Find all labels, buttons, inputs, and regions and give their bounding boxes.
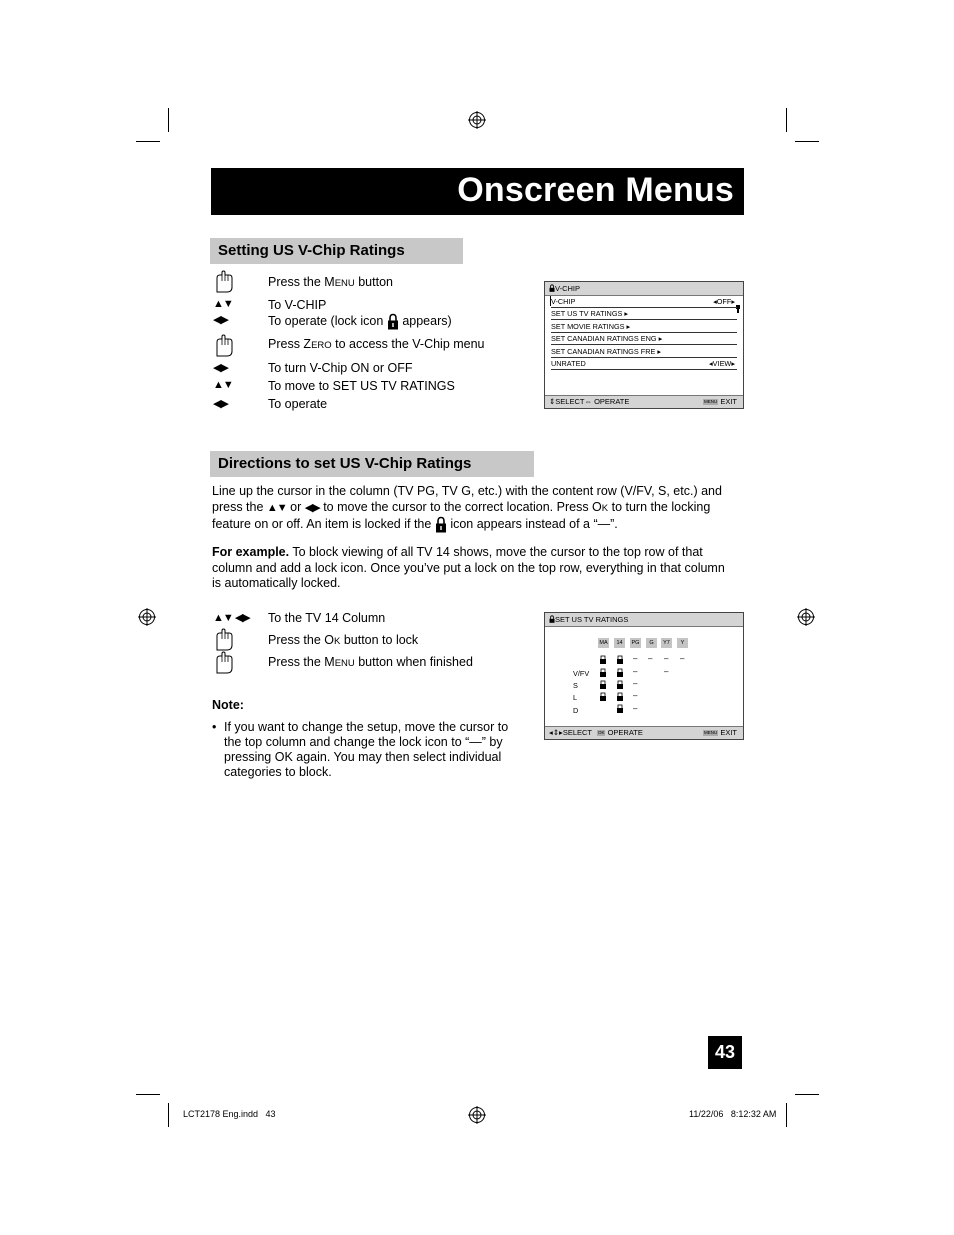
rating-column-header[interactable]: Y <box>677 638 688 648</box>
lock-icon <box>435 516 447 533</box>
remote-button-icon <box>212 628 236 652</box>
step-text: To the TV 14 Column <box>268 611 386 625</box>
section-heading: Directions to set US V-Chip Ratings <box>210 451 534 477</box>
crop-mark <box>786 108 787 132</box>
menu-row[interactable]: SET MOVIE RATINGS ▸ <box>551 321 737 333</box>
lock-icon <box>617 669 623 677</box>
up-down-arrows-icon: ▲▼ <box>213 379 233 391</box>
unlocked-dash[interactable]: – <box>664 654 669 663</box>
step-text: To move to SET US TV RATINGS <box>268 379 455 393</box>
lock-icon <box>600 656 606 664</box>
unlocked-dash[interactable]: – <box>648 654 653 663</box>
lock-icon <box>617 705 623 713</box>
direction-arrows-icon: ▲▼ ◀▶ <box>213 612 250 624</box>
screen-footer: ⇕SELECT⇔ OPERATE MENU EXIT <box>545 395 743 408</box>
screen-title-bar: SET US TV RATINGS <box>545 613 743 627</box>
lock-icon <box>617 681 623 689</box>
content-row-label: D <box>573 706 579 715</box>
left-right-arrows-icon: ◀▶ <box>213 314 228 326</box>
note-bullet: • <box>212 720 217 734</box>
rating-column-header[interactable]: PG <box>631 640 640 646</box>
crop-mark <box>136 141 160 142</box>
step-text: Press the OK button to lock <box>268 633 419 647</box>
unlocked-dash[interactable]: – <box>633 691 638 700</box>
registration-mark-icon <box>138 608 156 626</box>
left-right-arrows-icon: ◀▶ <box>213 398 228 410</box>
unlocked-dash[interactable]: – <box>680 654 685 663</box>
rating-column-header[interactable]: 14 <box>614 638 625 648</box>
unlocked-dash[interactable]: – <box>633 654 638 663</box>
vchip-menu-screen <box>544 281 744 409</box>
registration-mark-icon <box>468 1106 486 1124</box>
remote-button-icon <box>212 270 236 294</box>
screen-footer: ◂⇕▸SELECT OK OPERATE MENU EXIT <box>545 726 743 739</box>
menu-row[interactable]: SET CANADIAN RATINGS ENG ▸ <box>551 333 737 345</box>
page-title: Onscreen Menus <box>457 171 734 209</box>
instruction-paragraph: Line up the cursor in the column (TV PG, TV G, etc.) with the content row (V/FV, S, etc.) and press the ▲▼ or ◀▶ to move the cursor to the correct location. Press OK to turn the locking feature on or off. An item is locked if the icon appears instead of a “—”. <box>212 484 734 533</box>
remote-button-icon <box>212 334 236 358</box>
note-label: Note: <box>212 698 244 712</box>
step-text: To V-CHIP <box>268 298 327 312</box>
section-heading: Setting US V-Chip Ratings <box>210 238 463 264</box>
unlocked-dash[interactable]: – <box>633 704 638 713</box>
unlocked-dash[interactable]: – <box>633 667 638 676</box>
content-row-label: V/FV <box>573 669 590 678</box>
unlocked-dash[interactable]: – <box>664 667 669 676</box>
screen-title-bar: V-CHIP <box>545 282 743 296</box>
crop-mark <box>168 108 169 132</box>
registration-mark-icon <box>468 111 486 129</box>
lock-icon <box>600 669 606 677</box>
content-row-label: S <box>573 681 578 690</box>
up-down-arrows-icon: ▲▼ <box>213 298 233 310</box>
registration-mark-icon <box>797 608 815 626</box>
rating-column-header[interactable]: MA <box>599 640 608 646</box>
lock-icon <box>617 693 623 701</box>
rating-column-header[interactable]: Y7 <box>661 638 672 648</box>
step-text: To operate (lock icon appears) <box>268 313 452 330</box>
crop-mark <box>136 1094 160 1095</box>
unlocked-dash[interactable]: – <box>633 679 638 688</box>
ratings-lock-grid[interactable] <box>545 613 741 723</box>
left-right-arrows-icon: ◀▶ <box>213 362 228 374</box>
remote-button-icon <box>212 651 236 675</box>
content-row-label: L <box>573 693 578 702</box>
example-paragraph: For example. To block viewing of all TV 14 shows, move the cursor to the top row of that column and add a lock icon. Once you’ve put a lock on the top row, everything in that column is automatically locked. <box>212 545 725 590</box>
menu-row[interactable]: SET US TV RATINGS ▸ <box>551 308 737 320</box>
file-info: LCT2178 Eng.indd 43 <box>183 1109 276 1119</box>
step-text: Press ZERO to access the V-Chip menu <box>268 337 485 351</box>
note-text: If you want to change the setup, move the cursor to the top column and change the lock icon to “—” by pressing OK again. You may then select individual categories to block. <box>224 720 509 779</box>
us-tv-ratings-screen <box>544 612 744 740</box>
lock-icon <box>617 656 623 664</box>
step-text: Press the MENU button <box>268 275 393 289</box>
lock-icon <box>600 681 606 689</box>
crop-mark <box>168 1103 169 1127</box>
step-text: To turn V-Chip ON or OFF <box>268 361 413 375</box>
menu-row[interactable]: V-CHIP ◂OFF▸ <box>551 297 735 306</box>
page-number: 43 <box>708 1036 742 1069</box>
crop-mark <box>795 1094 819 1095</box>
crop-mark <box>786 1103 787 1127</box>
step-text: To operate <box>268 397 328 411</box>
rating-column-header[interactable]: G <box>646 638 657 648</box>
menu-row[interactable]: UNRATED ◂VIEW▸ <box>551 359 735 368</box>
step-text: Press the MENU button when finished <box>268 655 473 669</box>
lock-icon <box>600 693 606 701</box>
lock-icon <box>387 313 399 330</box>
crop-mark <box>795 141 819 142</box>
page-title-bar <box>211 168 744 215</box>
print-timestamp: 11/22/06 8:12:32 AM <box>689 1109 777 1119</box>
menu-row[interactable]: SET CANADIAN RATINGS FRE ▸ <box>551 346 737 358</box>
